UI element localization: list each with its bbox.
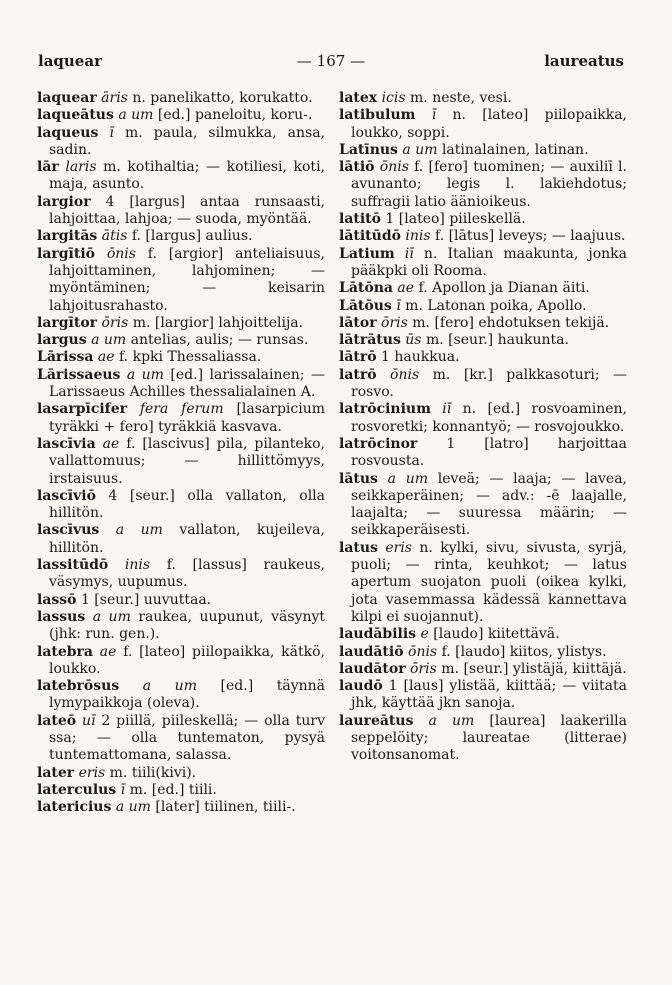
entry-headword: largitās — [37, 228, 98, 245]
entry-grammar: ī — [98, 124, 114, 141]
dictionary-entry — [339, 540, 627, 626]
entry-definition: 1 [laus] ylistää, kiittää; — viitata jhk, käyttää jkn sanoja. — [351, 678, 627, 712]
dictionary-entry — [339, 349, 627, 366]
entry-headword: laterculus — [37, 781, 117, 798]
entry-definition: f. [lateo] piilopaikka, kätkö, loukko. — [49, 643, 325, 677]
entry-headword: latrōcinium — [339, 401, 431, 418]
entry-definition: f. [lascivus] pila, pilanteko, vallattomuus; — hillittömyys, irstaisuus. — [49, 435, 325, 487]
entry-grammar: ī — [415, 107, 437, 124]
entry-grammar: ōris — [405, 660, 437, 677]
entry-definition: m. [seur.] ylistäjä, kiittäjä. — [436, 660, 627, 677]
entry-headword: latebra — [37, 643, 93, 660]
entry-grammar: a um — [413, 712, 475, 729]
entry-headword: lātitūdō — [339, 228, 401, 245]
entry-grammar: a um — [119, 678, 197, 695]
entry-headword: Lātōna — [339, 280, 393, 297]
dictionary-entry — [37, 401, 325, 436]
dictionary-entry — [339, 315, 627, 332]
entry-headword: laudātiō — [339, 643, 404, 660]
entry-definition: 2 piillä, piileskellä; — olla turv ssa; — olla tuntematon, pysyä tuntemattomana, salassa. — [49, 712, 326, 764]
entry-definition: [later] tiilinen, tiili-. — [150, 799, 296, 816]
entry-headword: lascīviō — [37, 487, 96, 504]
entry-headword: latebrōsus — [37, 678, 120, 695]
entry-headword: latrō — [339, 366, 377, 383]
entry-definition: [ed.] paneloitu, koru-. — [153, 107, 313, 124]
dictionary-entry — [339, 107, 627, 142]
entry-grammar: ōris — [97, 314, 129, 331]
entry-grammar: eris — [377, 539, 412, 556]
entry-headword: lassitūdō — [37, 557, 109, 574]
entry-definition: [ed.] täynnä lymypaikkoja (oleva). — [49, 678, 325, 712]
entry-definition: n. kylki, sivu, sivusta, syrjä, puoli; — rinta, keuhkot; — latus apertum suojaton puoli (oikea kylki, jota vasemmassa kädessä kannettava kilpi ei suojannut). — [351, 539, 627, 625]
entry-headword: laqueātus — [37, 107, 114, 124]
entry-definition: n. Italian maakunta, jonka pääkpki oli Rooma. — [351, 245, 627, 279]
entry-definition: f. Apollon ja Dianan äiti. — [414, 280, 590, 297]
entry-definition: m. tiili(kivi). — [105, 764, 197, 781]
entry-headword: lassus — [37, 608, 86, 625]
dictionary-entry — [339, 401, 627, 436]
dictionary-entry — [37, 678, 325, 713]
dictionary-entry — [37, 522, 325, 557]
entry-grammar: ōris — [376, 314, 408, 331]
entry-definition: 1 [seur.] uuvuttaa. — [76, 591, 212, 608]
dictionary-entry — [339, 246, 627, 281]
entry-definition: m. [ed.] tiili. — [125, 781, 217, 798]
entry-headword: Lārissa — [37, 349, 94, 366]
header-first-word: laquear — [38, 52, 102, 70]
entry-grammar: laris — [58, 159, 97, 176]
entry-headword: laqueus — [37, 124, 99, 141]
entry-definition: n. [ed.] rosvoaminen, rosvoretki; konnantyö; — rosvojoukko. — [351, 401, 628, 435]
dictionary-entry — [339, 436, 627, 471]
entry-headword: laudātor — [339, 660, 406, 677]
entry-headword: lār — [37, 159, 59, 176]
dictionary-entry — [37, 644, 325, 679]
dictionary-entry — [37, 332, 325, 349]
dictionary-entry — [37, 246, 325, 315]
entry-headword: lātrō — [339, 349, 377, 366]
dictionary-entry — [339, 661, 627, 678]
entry-definition: latinalainen, latinan. — [437, 141, 589, 158]
entry-definition: [ed.] larissalainen; — Larissaeus Achilles thessalialainen A. — [49, 366, 325, 401]
dictionary-entry — [339, 280, 627, 297]
page-number: — 167 — — [296, 52, 366, 70]
entry-headword: lateō — [37, 712, 77, 729]
dictionary-entry — [37, 488, 325, 523]
entry-grammar: a um — [99, 522, 163, 539]
entry-definition: m. Latonan poika, Apollo. — [400, 297, 587, 314]
entry-definition: 1 [lateo] piileskellä. — [380, 211, 526, 228]
entry-grammar: fera ferum — [126, 401, 224, 418]
dictionary-entry — [37, 90, 325, 107]
left-column — [37, 90, 325, 816]
entry-grammar: uī — [76, 712, 96, 729]
dictionary-entry — [339, 471, 627, 540]
entry-grammar: ae — [93, 643, 117, 660]
dictionary-entry — [37, 782, 325, 799]
entry-definition: n. panelikatto, korukatto. — [127, 90, 313, 106]
entry-headword: lātor — [339, 314, 377, 331]
entry-headword: latibulum — [339, 107, 416, 124]
entry-grammar: ōnis — [403, 643, 438, 660]
dictionary-entry — [339, 142, 627, 159]
dictionary-entry — [37, 436, 325, 488]
entry-headword: latitō — [339, 211, 381, 228]
dictionary-entry — [339, 90, 627, 107]
dictionary-entry — [37, 159, 325, 194]
entry-headword: lascīvus — [37, 522, 100, 539]
entry-grammar: inis — [108, 557, 151, 574]
entry-definition: f. [lassus] raukeus, väsymys, uupumus. — [49, 557, 325, 591]
dictionary-entry — [37, 194, 325, 229]
entry-headword: largus — [37, 332, 87, 349]
entry-definition: 1 [latro] harjoittaa rosvousta. — [351, 435, 627, 470]
entry-headword: lassō — [37, 591, 77, 608]
entry-headword: Lārissaeus — [37, 366, 121, 383]
entry-definition: 4 [largus] antaa runsaasti, lahjoittaa, lahjoa; — suoda, myöntää. — [49, 193, 325, 228]
entry-definition: m. [seur.] haukunta. — [421, 332, 569, 349]
dictionary-entry — [37, 713, 325, 765]
entry-definition: m. [largior] lahjoittelija. — [128, 314, 304, 331]
entry-definition: m. kotihaltia; — kotiliesi, koti, maja, asunto. — [49, 159, 325, 193]
entry-definition: f. [fero] tuominen; — auxiliī l. avunanto; legis l. lakiehdotus; suffragii latio äänioikeus. — [351, 159, 627, 210]
dictionary-entry — [37, 349, 325, 366]
entry-grammar: a um — [113, 107, 154, 124]
entry-definition: [laudo] kiitettävä. — [428, 626, 560, 643]
entry-definition: vallaton, kujeileva, hillitön. — [49, 522, 325, 556]
page-header — [38, 52, 624, 76]
entry-grammar: ōnis — [376, 366, 420, 383]
entry-definition: n. [lateo] piilopaikka, loukko, soppi. — [351, 107, 627, 141]
entry-headword: laureātus — [339, 712, 414, 729]
dictionary-entry — [37, 765, 325, 782]
entry-definition: 1 haukkua. — [376, 349, 460, 366]
dictionary-entry — [37, 125, 325, 160]
entry-definition: m. [fero] ehdotuksen tekijä. — [407, 314, 610, 331]
dictionary-entry — [37, 592, 325, 609]
entry-grammar: a um — [377, 470, 428, 487]
entry-headword: Latium — [339, 245, 395, 262]
dictionary-entry — [37, 107, 325, 124]
entry-grammar: icis — [377, 90, 406, 106]
dictionary-entry — [339, 211, 627, 228]
entry-headword: lātus — [339, 470, 378, 487]
entry-definition: [laurea] laakerilla seppelöity; laureatae (litterae) voitonsanomat. — [351, 712, 627, 764]
entry-definition: m. neste, vesi. — [405, 90, 512, 106]
dictionary-entry — [339, 713, 627, 765]
dictionary-entry — [37, 228, 325, 245]
entry-definition: raukea, uupunut, väsynyt (jhk: run. gen.). — [49, 608, 325, 643]
entry-headword: laudābilis — [339, 626, 417, 643]
entry-grammar: e — [416, 626, 429, 643]
dictionary-entry — [339, 644, 627, 661]
dictionary-entry — [339, 332, 627, 349]
entry-headword: latus — [339, 539, 378, 556]
entry-grammar: ōnis — [95, 245, 136, 262]
header-last-word: laureatus — [544, 52, 624, 70]
entry-grammar: ae — [392, 280, 415, 297]
entry-definition: m. paula, silmukka, ansa, sadin. — [49, 124, 325, 158]
dictionary-entry — [37, 609, 325, 644]
entry-definition: [lasarpicium tyräkki + fero] tyräkkiä kasvava. — [49, 401, 325, 435]
dictionary-entry — [37, 557, 325, 592]
dictionary-entry — [37, 799, 325, 816]
entry-headword: later — [37, 764, 75, 781]
entry-headword: latrōcinor — [339, 435, 418, 452]
entry-headword: largītor — [37, 314, 98, 331]
entry-headword: latex — [339, 90, 378, 106]
entry-grammar: a um — [85, 608, 131, 625]
dictionary-entry — [339, 228, 627, 245]
entry-headword: largītiō — [37, 245, 95, 262]
entry-headword: latericius — [37, 799, 112, 816]
entry-headword: laquear — [37, 90, 97, 106]
entry-headword: Latīnus — [339, 141, 398, 158]
entry-grammar: a um — [111, 799, 151, 816]
entry-grammar: ātis — [97, 228, 128, 245]
entry-definition: 4 [seur.] olla vallaton, olla hillitön. — [49, 487, 325, 522]
dictionary-entry — [339, 298, 627, 315]
entry-grammar: a um — [120, 366, 164, 383]
entry-grammar: iī — [394, 245, 414, 262]
entry-grammar: a um — [86, 332, 127, 349]
dictionary-entry — [339, 367, 627, 402]
entry-definition: f. [argior] anteliaisuus, lahjoittaminen, lahjominen; — myöntäminen; — keisarin lahjoitusrahasto. — [49, 245, 325, 314]
entry-definition: m. [kr.] palkkasoturi; — rosvo. — [351, 366, 627, 401]
dictionary-entry — [339, 159, 627, 211]
entry-grammar: ae — [95, 435, 120, 452]
entry-definition: antelias, aulis; — runsas. — [126, 332, 309, 349]
entry-headword: Lātōus — [339, 297, 392, 314]
entry-grammar: ūs — [400, 332, 422, 349]
entry-grammar: iī — [430, 401, 452, 418]
entry-definition: f. [largus] aulius. — [127, 228, 253, 245]
dictionary-entry — [339, 626, 627, 643]
entry-headword: laudō — [339, 678, 383, 695]
entry-definition: f. [lātus] leveys; — laajuus. — [430, 228, 626, 245]
entry-definition: f. kpki Thessaliassa. — [114, 349, 262, 366]
entry-grammar: ī — [116, 781, 126, 798]
dictionary-entry — [37, 315, 325, 332]
entry-grammar: eris — [74, 764, 106, 781]
dictionary-entry — [37, 367, 325, 402]
entry-grammar: inis — [400, 228, 431, 245]
entry-headword: lascīvia — [37, 435, 96, 452]
entry-grammar: ōnis — [374, 159, 409, 176]
entry-headword: lātiō — [339, 159, 375, 176]
entry-headword: lātrātus — [339, 332, 401, 349]
entry-headword: largior — [37, 193, 91, 210]
entry-definition: leveä; — laaja; — lavea, seikkaperäinen; — adv.: -ē laajalle, laajalta; — suuressa määrin; — seikkaperäisesti. — [351, 470, 627, 539]
right-column — [339, 90, 627, 765]
entry-grammar: āris — [96, 90, 128, 106]
dictionary-entry — [339, 678, 627, 713]
entry-definition: f. [laudo] kiitos, ylistys. — [437, 643, 607, 660]
entry-grammar: ī — [391, 297, 401, 314]
entry-grammar: a um — [397, 141, 438, 158]
entry-grammar: ae — [93, 349, 115, 366]
entry-headword: lasarpīcifer — [37, 401, 127, 418]
